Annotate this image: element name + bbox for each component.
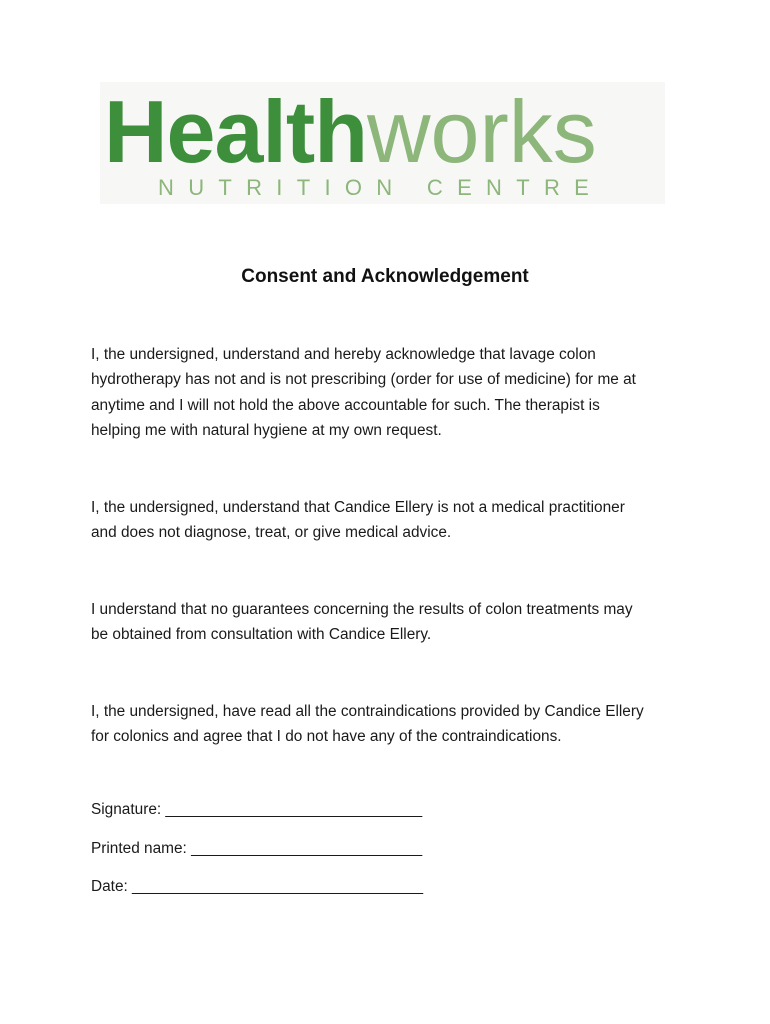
paragraph-acknowledgement [91, 342, 691, 444]
paragraph-line: for colonics and agree that I do not have any of the contraindications. [91, 728, 562, 746]
paragraph-not-medical-practitioner [91, 495, 691, 546]
logo-subtitle: NUTRITION CENTRE [158, 175, 604, 200]
paragraph-contraindications [91, 699, 691, 750]
paragraph-line: helping me with natural hygiene at my own request. [91, 422, 442, 440]
healthworks-logo [100, 82, 665, 204]
logo-word-works: works [366, 82, 597, 181]
paragraph-line: and does not diagnose, treat, or give medical advice. [91, 524, 452, 542]
paragraph-line: anytime and I will not hold the above accountable for such. The therapist is [91, 396, 600, 414]
logo-word-health: Health [104, 82, 367, 181]
paragraph-no-guarantees [91, 597, 691, 648]
date-field[interactable]: Date: __________________________________ [91, 878, 424, 895]
paragraph-line: be obtained from consultation with Candice Ellery. [91, 626, 432, 644]
paragraph-line: hydrotherapy has not and is not prescribing (order for use of medicine) for me at [91, 371, 636, 389]
paragraph-line: I, the undersigned, have read all the contraindications provided by Candice Ellery [91, 703, 644, 720]
paragraph-line: I, the undersigned, understand that Candice Ellery is not a medical practitioner [91, 499, 625, 516]
signature-field[interactable]: Signature: ______________________________ [91, 801, 423, 818]
printed-name-field[interactable]: Printed name: ___________________________ [91, 840, 423, 857]
logo-wordmark [104, 82, 597, 182]
paragraph-line: I understand that no guarantees concerning the results of colon treatments may [91, 601, 633, 618]
document-title: Consent and Acknowledgement [241, 266, 529, 287]
paragraph-line: I, the undersigned, understand and hereby acknowledge that lavage colon [91, 346, 596, 363]
